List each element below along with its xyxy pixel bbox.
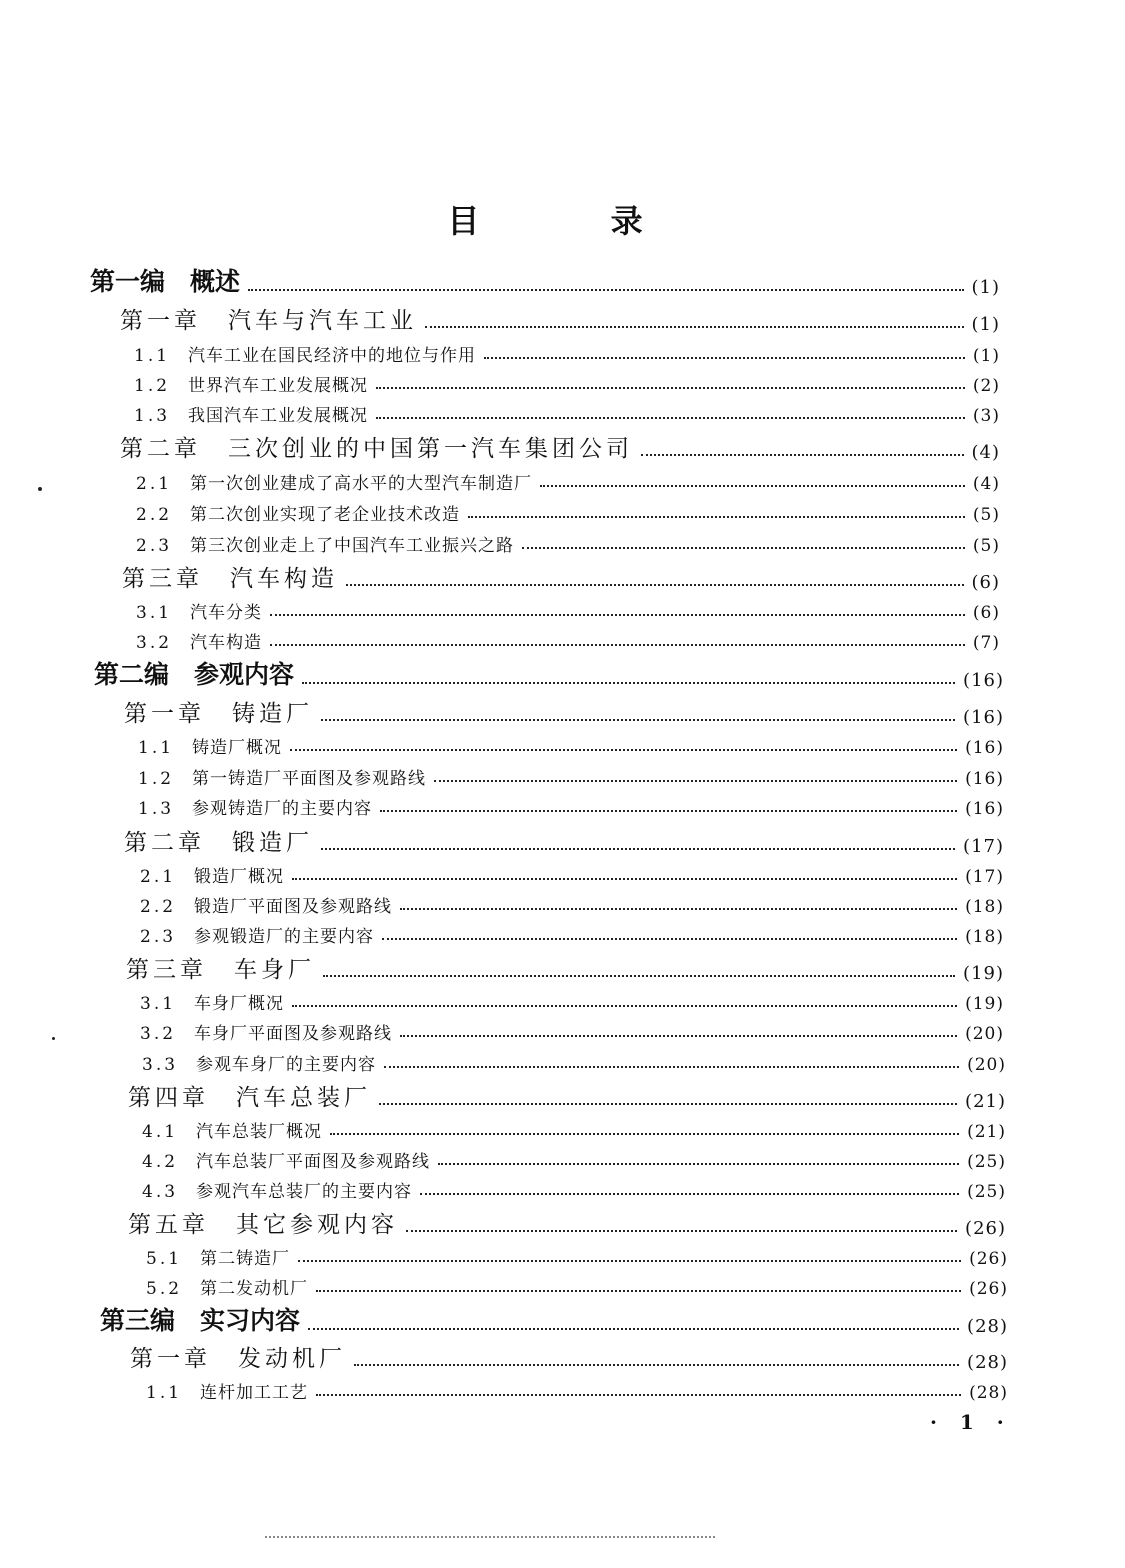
toc-chapter-title: 第四章 汽车总装厂 bbox=[128, 1085, 371, 1111]
toc-dot-leader bbox=[376, 387, 965, 389]
toc-page-number: (1) bbox=[971, 314, 1000, 335]
toc-section-row bbox=[146, 1373, 1008, 1403]
toc-chapter-row bbox=[126, 954, 1004, 984]
toc-chapter-row bbox=[120, 433, 1000, 463]
toc-section-row bbox=[136, 464, 1000, 494]
toc-section-number: 1.2 bbox=[134, 376, 171, 396]
toc-dot-leader bbox=[400, 908, 957, 910]
toc-section-title: 第二次创业实现了老企业技术改造 bbox=[190, 505, 460, 525]
toc-section-row bbox=[142, 1172, 1006, 1202]
toc-dot-leader bbox=[406, 1230, 957, 1232]
toc-section-number: 3.1 bbox=[140, 994, 177, 1014]
toc-dot-leader bbox=[382, 938, 957, 940]
toc-section-row bbox=[140, 917, 1004, 947]
toc-page-number: (16) bbox=[965, 769, 1004, 789]
toc-dot-leader bbox=[321, 719, 955, 721]
toc-page-number: (18) bbox=[965, 927, 1004, 947]
toc-dot-leader bbox=[292, 878, 957, 880]
toc-chapter-row bbox=[124, 827, 1004, 857]
toc-chapter-row bbox=[122, 563, 1000, 593]
toc-page-number: (19) bbox=[963, 963, 1004, 984]
toc-page-number: (4) bbox=[971, 442, 1000, 463]
toc-part-row bbox=[90, 268, 1000, 298]
toc-section-title: 车身厂平面图及参观路线 bbox=[194, 1024, 392, 1044]
toc-section-row bbox=[146, 1239, 1008, 1269]
toc-dot-leader bbox=[400, 1035, 957, 1037]
toc-page-number: (16) bbox=[965, 738, 1004, 758]
toc-section-number: 4.2 bbox=[142, 1152, 179, 1172]
toc-page-number: (16) bbox=[963, 670, 1004, 691]
toc-page-number: (6) bbox=[972, 603, 1000, 623]
toc-page-number: (1) bbox=[972, 346, 1000, 366]
toc-page-number: (2) bbox=[972, 376, 1000, 396]
toc-chapter-title: 第三章 汽车构造 bbox=[122, 566, 338, 592]
page-title: 目 录 bbox=[447, 202, 703, 240]
toc-section-title: 第一次创业建成了高水平的大型汽车制造厂 bbox=[190, 474, 532, 494]
toc-section-row bbox=[146, 1269, 1008, 1299]
toc-dot-leader bbox=[380, 810, 957, 812]
toc-page-number: (26) bbox=[965, 1218, 1006, 1239]
toc-dot-leader bbox=[308, 1328, 959, 1330]
scan-noise bbox=[265, 1534, 715, 1538]
toc-section-number: 3.1 bbox=[136, 603, 173, 623]
toc-dot-leader bbox=[379, 1103, 957, 1105]
toc-page-number: (18) bbox=[965, 897, 1004, 917]
toc-section-number: 4.1 bbox=[142, 1122, 179, 1142]
toc-dot-leader bbox=[420, 1193, 959, 1195]
toc-section-number: 1.1 bbox=[138, 738, 175, 758]
toc-chapter-title: 第二章 三次创业的中国第一汽车集团公司 bbox=[120, 436, 633, 462]
toc-section-row bbox=[136, 526, 1000, 556]
toc-section-number: 1.2 bbox=[138, 769, 175, 789]
toc-part-row bbox=[94, 661, 1004, 691]
toc-section-row bbox=[140, 887, 1004, 917]
toc-part-title: 第三编 实习内容 bbox=[100, 1306, 301, 1335]
toc-dot-leader bbox=[346, 584, 964, 586]
toc-page-number: (21) bbox=[967, 1122, 1006, 1142]
toc-section-row bbox=[138, 728, 1004, 758]
toc-chapter-title: 第一章 汽车与汽车工业 bbox=[120, 308, 417, 334]
toc-section-title: 汽车构造 bbox=[190, 633, 262, 653]
toc-section-title: 第一铸造厂平面图及参观路线 bbox=[192, 769, 426, 789]
toc-page-number: (20) bbox=[965, 1024, 1004, 1044]
toc-section-number: 2.3 bbox=[136, 536, 173, 556]
toc-section-number: 2.1 bbox=[136, 474, 173, 494]
toc-section-number: 1.3 bbox=[138, 799, 175, 819]
toc-chapter-title: 第一章 发动机厂 bbox=[130, 1346, 346, 1372]
toc-dot-leader bbox=[641, 454, 964, 456]
toc-section-number: 2.1 bbox=[140, 867, 177, 887]
toc-section-row bbox=[134, 366, 1000, 396]
toc-dot-leader bbox=[540, 485, 965, 487]
toc-dot-leader bbox=[384, 1066, 959, 1068]
toc-dot-leader bbox=[468, 516, 965, 518]
toc-page-number: (20) bbox=[967, 1055, 1006, 1075]
toc-section-number: 1.1 bbox=[146, 1383, 183, 1403]
toc-dot-leader bbox=[302, 682, 955, 684]
toc-section-row bbox=[140, 1014, 1004, 1044]
toc-section-row bbox=[136, 593, 1000, 623]
toc-section-title: 参观铸造厂的主要内容 bbox=[192, 799, 372, 819]
toc-dot-leader bbox=[522, 547, 965, 549]
scan-speck bbox=[38, 487, 42, 491]
toc-page-number: (17) bbox=[965, 867, 1004, 887]
toc-section-row bbox=[142, 1142, 1006, 1172]
toc-chapter-title: 第二章 锻造厂 bbox=[124, 830, 313, 856]
toc-page-number: (19) bbox=[965, 994, 1004, 1014]
toc-section-title: 汽车分类 bbox=[190, 603, 262, 623]
toc-part-title: 第二编 参观内容 bbox=[94, 660, 295, 689]
toc-page-number: (5) bbox=[972, 505, 1000, 525]
toc-section-title: 锻造厂概况 bbox=[194, 867, 284, 887]
toc-chapter-row bbox=[120, 305, 1000, 335]
toc-chapter-title: 第一章 铸造厂 bbox=[124, 701, 313, 727]
toc-section-row bbox=[134, 336, 1000, 366]
toc-page-number: (3) bbox=[972, 406, 1000, 426]
toc-section-number: 3.2 bbox=[136, 633, 173, 653]
toc-section-row bbox=[134, 396, 1000, 426]
toc-section-title: 汽车总装厂平面图及参观路线 bbox=[196, 1152, 430, 1172]
toc-section-row bbox=[136, 623, 1000, 653]
toc-section-number: 2.3 bbox=[140, 927, 177, 947]
toc-page-number: (16) bbox=[963, 707, 1004, 728]
toc-dot-leader bbox=[438, 1163, 959, 1165]
toc-page-number: (28) bbox=[967, 1352, 1008, 1373]
toc-dot-leader bbox=[290, 749, 957, 751]
toc-chapter-title: 第三章 车身厂 bbox=[126, 957, 315, 983]
toc-section-row bbox=[142, 1045, 1006, 1075]
toc-page-number: (21) bbox=[965, 1091, 1006, 1112]
toc-chapter-row bbox=[128, 1082, 1006, 1112]
toc-section-row bbox=[138, 789, 1004, 819]
toc-page-number: (16) bbox=[965, 799, 1004, 819]
toc-dot-leader bbox=[298, 1260, 961, 1262]
page-number: · 1 · bbox=[930, 1410, 1012, 1434]
toc-section-title: 第二发动机厂 bbox=[200, 1279, 308, 1299]
toc-section-title: 第二铸造厂 bbox=[200, 1249, 290, 1269]
toc-chapter-title: 第五章 其它参观内容 bbox=[128, 1212, 398, 1238]
toc-section-number: 2.2 bbox=[136, 505, 173, 525]
toc-section-number: 1.1 bbox=[134, 346, 171, 366]
toc-dot-leader bbox=[434, 780, 957, 782]
toc-page-number: (17) bbox=[963, 836, 1004, 857]
toc-section-title: 参观车身厂的主要内容 bbox=[196, 1055, 376, 1075]
toc-page-number: (7) bbox=[972, 633, 1000, 653]
toc-page-number: (1) bbox=[971, 277, 1000, 298]
toc-section-number: 5.1 bbox=[146, 1249, 183, 1269]
toc-dot-leader bbox=[425, 326, 964, 328]
toc-section-title: 汽车总装厂概况 bbox=[196, 1122, 322, 1142]
toc-section-row bbox=[136, 495, 1000, 525]
toc-page-number: (5) bbox=[972, 536, 1000, 556]
toc-section-row bbox=[138, 759, 1004, 789]
toc-section-title: 铸造厂概况 bbox=[192, 738, 282, 758]
toc-dot-leader bbox=[316, 1394, 961, 1396]
toc-dot-leader bbox=[354, 1364, 959, 1366]
toc-dot-leader bbox=[330, 1133, 959, 1135]
toc-section-title: 我国汽车工业发展概况 bbox=[188, 406, 368, 426]
toc-page-number: (25) bbox=[967, 1182, 1006, 1202]
toc-section-title: 连杆加工工艺 bbox=[200, 1383, 308, 1403]
scan-speck bbox=[52, 1037, 55, 1040]
toc-section-title: 世界汽车工业发展概况 bbox=[188, 376, 368, 396]
toc-section-title: 汽车工业在国民经济中的地位与作用 bbox=[188, 346, 476, 366]
toc-page-number: (28) bbox=[969, 1383, 1008, 1403]
toc-dot-leader bbox=[248, 289, 963, 291]
toc-dot-leader bbox=[323, 975, 955, 977]
toc-section-number: 4.3 bbox=[142, 1182, 179, 1202]
toc-section-number: 2.2 bbox=[140, 897, 177, 917]
toc-section-title: 参观锻造厂的主要内容 bbox=[194, 927, 374, 947]
toc-section-number: 3.3 bbox=[142, 1055, 179, 1075]
toc-section-title: 第三次创业走上了中国汽车工业振兴之路 bbox=[190, 536, 514, 556]
toc-page-number: (4) bbox=[972, 474, 1000, 494]
toc-page-number: (26) bbox=[969, 1249, 1008, 1269]
toc-dot-leader bbox=[316, 1290, 961, 1292]
toc-part-row bbox=[100, 1307, 1008, 1337]
toc-page-number: (26) bbox=[969, 1279, 1008, 1299]
toc-section-row bbox=[142, 1112, 1006, 1142]
toc-part-title: 第一编 概述 bbox=[90, 267, 241, 296]
toc-section-title: 参观汽车总装厂的主要内容 bbox=[196, 1182, 412, 1202]
toc-dot-leader bbox=[484, 357, 965, 359]
toc-page-number: (28) bbox=[967, 1316, 1008, 1337]
toc-dot-leader bbox=[270, 644, 965, 646]
toc-chapter-row bbox=[124, 698, 1004, 728]
toc-dot-leader bbox=[321, 848, 955, 850]
toc-page-number: (6) bbox=[971, 572, 1000, 593]
toc-dot-leader bbox=[292, 1005, 957, 1007]
toc-chapter-row bbox=[128, 1209, 1006, 1239]
toc-dot-leader bbox=[376, 417, 965, 419]
toc-section-row bbox=[140, 857, 1004, 887]
toc-section-row bbox=[140, 984, 1004, 1014]
toc-section-number: 1.3 bbox=[134, 406, 171, 426]
toc-chapter-row bbox=[130, 1343, 1008, 1373]
toc-dot-leader bbox=[270, 614, 965, 616]
toc-section-title: 车身厂概况 bbox=[194, 994, 284, 1014]
toc-page-number: (25) bbox=[967, 1152, 1006, 1172]
toc-section-title: 锻造厂平面图及参观路线 bbox=[194, 897, 392, 917]
toc-section-number: 3.2 bbox=[140, 1024, 177, 1044]
toc-section-number: 5.2 bbox=[146, 1279, 183, 1299]
